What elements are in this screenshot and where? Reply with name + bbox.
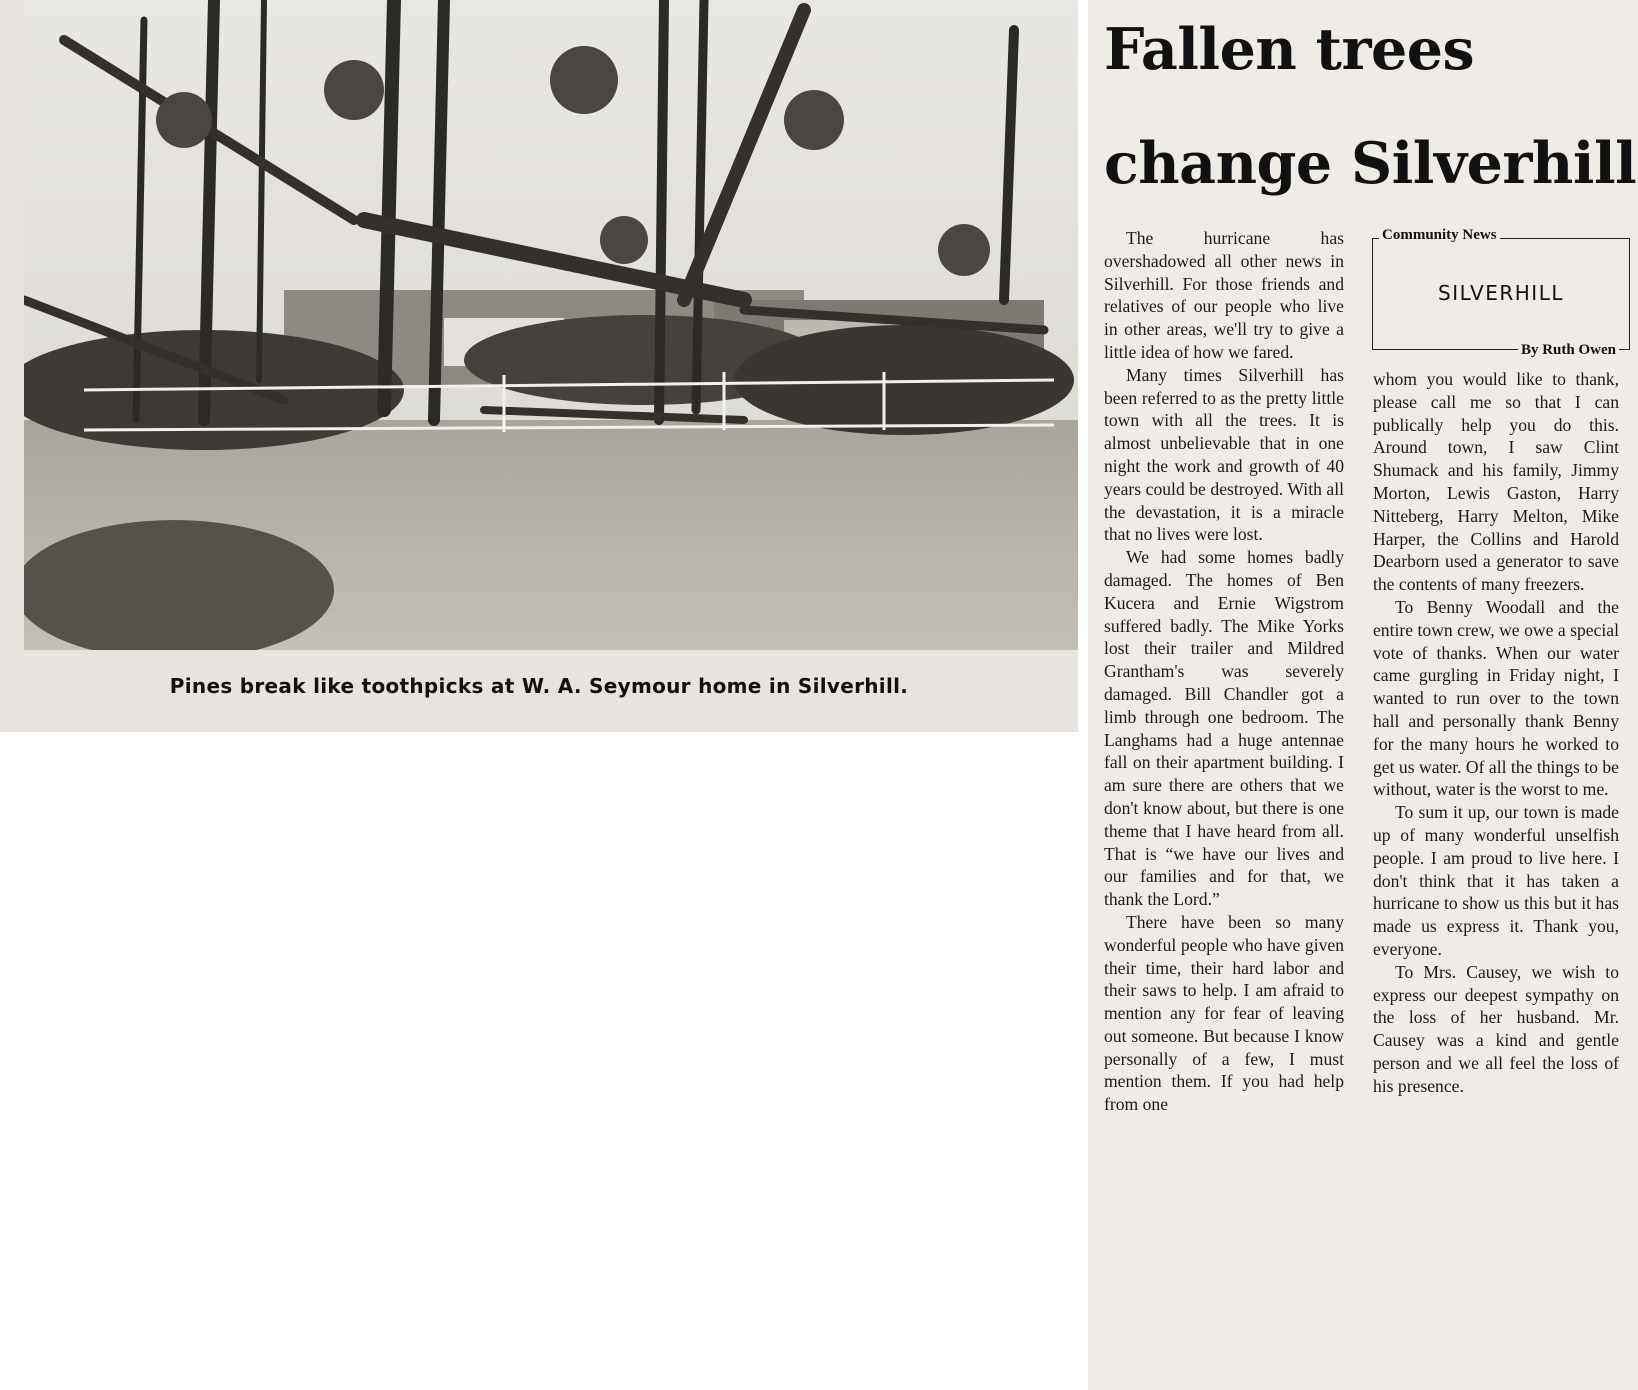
byline: By Ruth Owen <box>1518 342 1619 359</box>
paragraph: To Benny Woodall and the entire town crew, we owe a special vote of thanks. When our water came gurgling in Friday night, I wanted to run over to the town hall and personally thank Benny for the many hours he worked to get us water. Of all the things to be without, water is the worst to me. <box>1373 596 1619 800</box>
paragraph: To Mrs. Causey, we wish to express our deepest sympathy on the loss of her husband. Mr. Causey was a kind and gentle person and we all feel the loss of his presence. <box>1373 961 1619 1096</box>
hurricane-damage-photo <box>24 0 1078 650</box>
article-column-2 <box>1373 368 1619 1098</box>
headline-line-1: Fallen trees <box>1104 16 1475 83</box>
headline-line-2: change Silverhill <box>1104 130 1637 197</box>
article <box>1088 0 1638 1390</box>
paragraph: whom you would like to thank, please call me so that I can publically help you do this. Around town, I saw Clint Shumack and his family, Jimmy Morton, Lewis Gaston, Harry Nitteberg, Harry Melton, Mike Harper, the Collins and Harold Dearborn used a generator to save the contents of many freezers. <box>1373 369 1619 595</box>
paragraph: The hurricane has overshadowed all other news in Silverhill. For those friends and relatives of our people who live in other areas, we'll try to give a little idea of how we fared. <box>1104 228 1344 362</box>
section-label: Community News <box>1379 227 1500 244</box>
column-header-box <box>1372 227 1630 358</box>
article-column-1 <box>1104 227 1344 1116</box>
paragraph: Many times Silverhill has been referred to as the pretty little town with all the trees. It is almost unbelievable that in one night the work and growth of 40 years could be destroyed. With all the devastation, it is a miracle that no lives were lost. <box>1104 364 1344 545</box>
paragraph: To sum it up, our town is made up of many wonderful unselfish people. I am proud to live here. I don't think that it has taken a hurricane to show us this but it has made us express it. Thank you, everyone. <box>1373 802 1619 959</box>
photo-panel <box>0 0 1078 732</box>
paragraph: There have been so many wonderful people who have given their time, their hard labor and their saws to help. I am afraid to mention any for fear of leaving out someone. But because I know personally of a few, I must mention them. If you had help from one <box>1104 911 1344 1115</box>
photo-caption: Pines break like toothpicks at W. A. Seymour home in Silverhill. <box>169 674 909 698</box>
column-title: SILVERHILL <box>1438 281 1564 305</box>
paragraph: We had some homes badly damaged. The homes of Ben Kucera and Ernie Wigstrom suffered badly. The Mike Yorks lost their trailer and Mildred Grantham's was severely damaged. Bill Chandler got a limb through one bedroom. The Langhams had a huge antennae fall on their apartment building. I am sure there are others that we don't know about, but there is one theme that I have heard from all. That is “we have our lives and our families and for that, we thank the Lord.” <box>1104 547 1344 910</box>
